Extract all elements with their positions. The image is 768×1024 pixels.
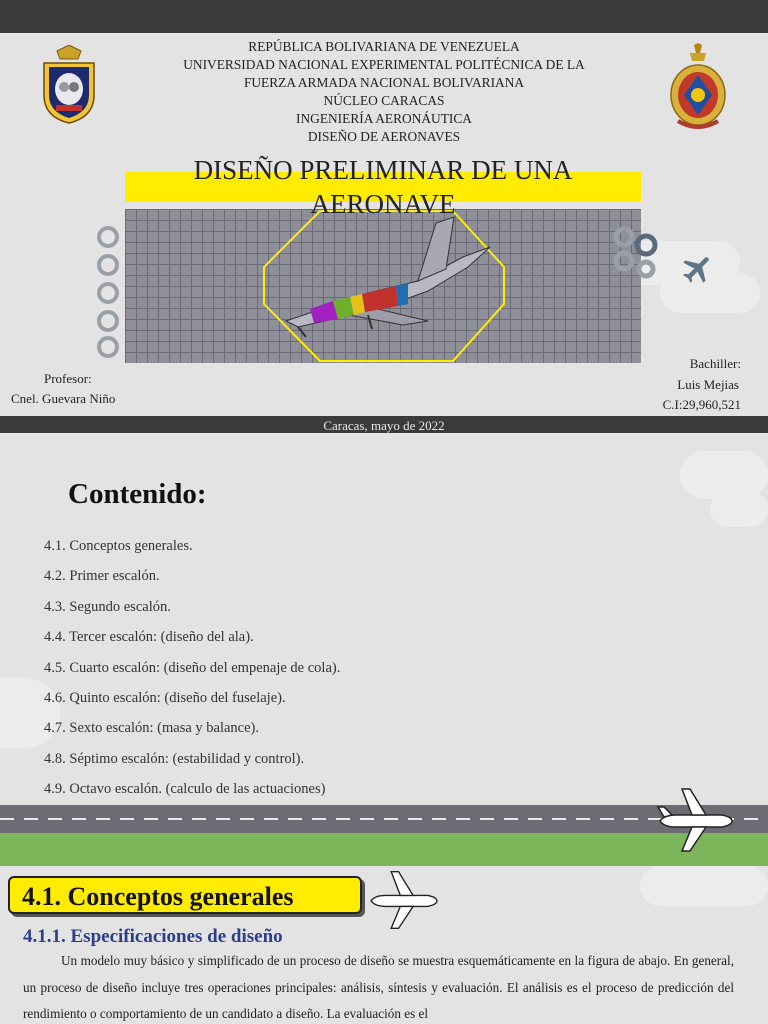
- contents-title: Contenido:: [68, 478, 207, 510]
- document-title: DISEÑO PRELIMINAR DE UNA AERONAVE: [193, 155, 573, 219]
- airplane-icon: [680, 251, 716, 287]
- airplane-icon: [366, 868, 442, 932]
- student-id: C.I:29,960,521: [662, 397, 741, 412]
- cloud-decoration: [710, 491, 768, 527]
- runway-divider: [0, 805, 768, 833]
- institution-header: [120, 38, 648, 146]
- toc-item[interactable]: 4.8. Séptimo escalón: (estabilidad y control).: [44, 750, 305, 767]
- cloud-decoration: [640, 866, 768, 906]
- toc-item[interactable]: 4.9. Octavo escalón. (calculo de las actuaciones): [44, 781, 326, 798]
- student-name: Luis Mejias: [677, 377, 739, 392]
- toc-item[interactable]: 4.2. Primer escalón.: [44, 568, 160, 585]
- university-crest-icon: [42, 45, 96, 125]
- header-line: FUERZA ARMADA NACIONAL BOLIVARIANA: [243, 75, 525, 90]
- airplane-icon: [656, 785, 736, 855]
- top-bar: [0, 0, 768, 33]
- toc-item[interactable]: 4.3. Segundo escalón.: [44, 598, 171, 615]
- grass-strip: [0, 833, 768, 866]
- professor-name: Cnel. Guevara Niño: [11, 391, 116, 406]
- toc-item[interactable]: 4.6. Quinto escalón: (diseño del fuselaje).: [44, 689, 286, 706]
- header-line: UNIVERSIDAD NACIONAL EXPERIMENTAL POLITÉCNICA DE LA: [183, 57, 585, 72]
- header-line: NÚCLEO CARACAS: [323, 93, 445, 108]
- toc-item[interactable]: 4.1. Conceptos generales.: [44, 538, 193, 554]
- table-of-contents: [44, 531, 340, 805]
- armed-forces-crest-icon: [668, 43, 728, 133]
- subsection-heading: 4.1.1. Especificaciones de diseño: [23, 926, 283, 947]
- aircraft-wireframe-illustration: [258, 209, 508, 363]
- header-line: REPÚBLICA BOLIVARIANA DE VENEZUELA: [248, 39, 520, 54]
- toc-item[interactable]: 4.5. Cuarto escalón: (diseño del empenaje de cola).: [44, 659, 341, 676]
- gears-right-icon: [604, 223, 664, 283]
- toc-item[interactable]: 4.4. Tercer escalón: (diseño del ala).: [44, 629, 254, 646]
- section-slide: [0, 866, 768, 1024]
- section-heading: 4.1. Conceptos generales: [8, 876, 362, 914]
- header-line: DISEÑO DE AERONAVES: [307, 129, 461, 144]
- toc-item[interactable]: 4.7. Sexto escalón: (masa y balance).: [44, 720, 260, 737]
- gears-left-icon: [94, 223, 124, 363]
- cover-slide: [0, 33, 768, 416]
- student-label: Bachiller:: [689, 356, 741, 371]
- contents-slide: [0, 433, 768, 805]
- professor-label: Profesor:: [44, 371, 92, 386]
- cover-footer: Caracas, mayo de 2022: [0, 416, 768, 433]
- header-line: INGENIERÍA AERONÁUTICA: [296, 111, 472, 126]
- body-paragraph: Un modelo muy básico y simplificado de un proceso de diseño se muestra esquemáticamente en la figura de abajo. En general, un proceso de diseño incluye tres operaciones principales: análisis, síntesis y evaluación. El análisis es el proceso de predicción del rendimiento o comportamiento de un candidato a diseño. La evaluación es el: [23, 953, 734, 1021]
